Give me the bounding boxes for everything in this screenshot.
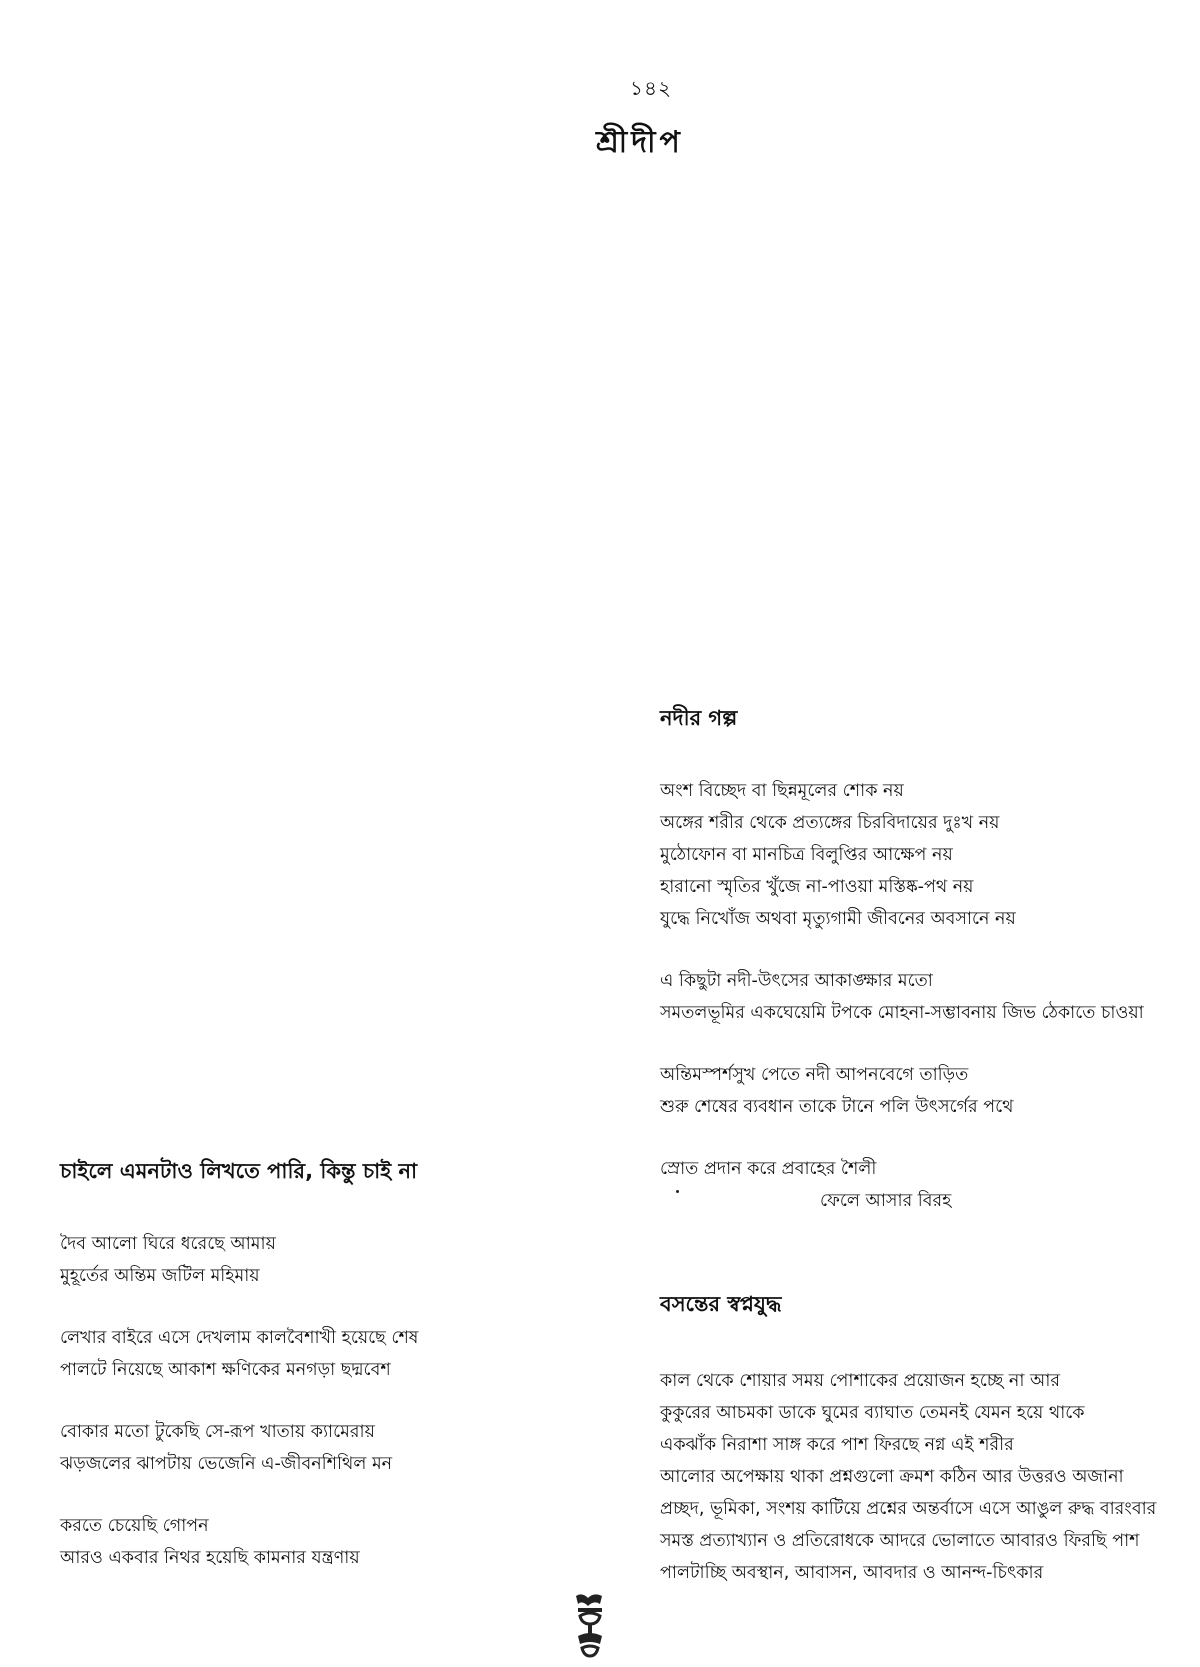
stanza — [60, 1228, 580, 1292]
poem-line: পালটাচ্ছি অবস্থান, আবাসন, আবদার ও আনন্দ-চিৎকার — [660, 1563, 1044, 1583]
poem-line: হারানো স্মৃতির খুঁজে না-পাওয়া মস্তিষ্ক-পথ নয় — [660, 877, 974, 897]
poem-title: বসন্তের স্বপ্নযুদ্ধ — [660, 1292, 782, 1316]
page-number: ১৪২ — [630, 76, 672, 100]
stanza — [660, 1365, 1190, 1589]
stanza — [660, 965, 1190, 1029]
poem-line: একঝাঁক নিরাশা সাঙ্গ করে পাশ ফিরছে নগ্ন এই শরীর — [660, 1435, 1014, 1455]
poem-line: দৈব আলো ঘিরে ধরেছে আমায় — [60, 1234, 276, 1254]
poem-line: অন্তিমস্পর্শসুখ পেতে নদী আপনবেগে তাড়িত — [660, 1065, 969, 1085]
poem-line: কুকুরের আচমকা ডাকে ঘুমের ব্যাঘাত তেমনই যেমন হয়ে থাকে — [660, 1403, 1085, 1423]
logo-glyph-icon — [568, 1590, 612, 1660]
ink-dot — [676, 1190, 679, 1193]
poem-line: করতে চেয়েছি গোপন — [60, 1516, 209, 1536]
poem-line: এ কিছুটা নদী-উৎসের আকাঙ্ক্ষার মতো — [660, 971, 933, 991]
poem-line: অঙ্গের শরীর থেকে প্রত্যঙ্গের চিরবিদায়ের দুঃখ নয় — [660, 813, 1000, 833]
poem-line: স্রোত প্রদান করে প্রবাহের শৈলী — [660, 1159, 877, 1179]
stanza — [60, 1416, 580, 1480]
poem-title: নদীর গল্প — [660, 706, 738, 730]
stanza — [660, 1153, 1190, 1217]
poem-line: অংশ বিচ্ছেদ বা ছিন্নমূলের শোক নয় — [660, 781, 904, 801]
poem-bosonter-swopnojuddho — [660, 1288, 1190, 1619]
poem-line: মুঠোফোন বা মানচিত্র বিলুপ্তির আক্ষেপ নয় — [660, 845, 953, 865]
poem-line: কাল থেকে শোয়ার সময় পোশাকের প্রয়োজন হচ্ছে না আর — [660, 1371, 1061, 1391]
poem-line: আরও একবার নিথর হয়েছি কামনার যন্ত্রণায় — [60, 1548, 360, 1568]
poem-line: মুহূর্তের অন্তিম জটিল মহিমায় — [60, 1266, 260, 1286]
stanza — [660, 1059, 1190, 1123]
poem-line: সমতলভূমির একঘেয়েমি টপকে মোহনা-সম্ভাবনায় জিভ ঠেকাতে চাওয়া — [660, 1003, 1144, 1023]
poem-line: শুরু শেষের ব্যবধান তাকে টানে পলি উৎসর্গের পথে — [660, 1097, 1014, 1117]
poem-line: সমস্ত প্রত্যাখ্যান ও প্রতিরোধকে আদরে ভোলাতে আবারও ফিরছি পাশ — [660, 1531, 1140, 1551]
page-title: শ্রীদীপ — [596, 125, 684, 160]
poem-line: আলোর অপেক্ষায় থাকা প্রশ্নগুলো ক্রমশ কঠিন আর উত্তরও অজানা — [660, 1467, 1124, 1487]
poem-line: যুদ্ধে নিখোঁজ অথবা মৃত্যুগামী জীবনের অবসানে নয় — [660, 909, 1016, 929]
poem-line: প্রচ্ছদ, ভূমিকা, সংশয় কাটিয়ে প্রশ্নের অন্তর্বাসে এসে আঙুল রুদ্ধ বারংবার — [660, 1499, 1157, 1519]
poem-title: চাইলে এমনটাও লিখতে পারি, কিন্তু চাই না — [60, 1159, 418, 1183]
poem-line: ফেলে আসার বিরহ — [820, 1191, 952, 1211]
magazine-logo-icon — [568, 1590, 612, 1660]
stanza — [60, 1510, 580, 1574]
poem-chaile-emontao — [60, 1155, 580, 1604]
stanza — [660, 775, 1190, 935]
poem-line: ঝড়জলের ঝাপটায় ভেজেনি এ-জীবনশিথিল মন — [60, 1454, 393, 1474]
stanza — [60, 1322, 580, 1386]
poem-nodir-golpo — [660, 702, 1190, 1247]
poem-line: বোকার মতো টুকেছি সে-রূপ খাতায় ক্যামেরায় — [60, 1422, 375, 1442]
poem-line: লেখার বাইরে এসে দেখলাম কালবৈশাখী হয়েছে শেষ — [60, 1328, 419, 1348]
poem-line: পালটে নিয়েছে আকাশ ক্ষণিকের মনগড়া ছদ্মবেশ — [60, 1360, 391, 1380]
